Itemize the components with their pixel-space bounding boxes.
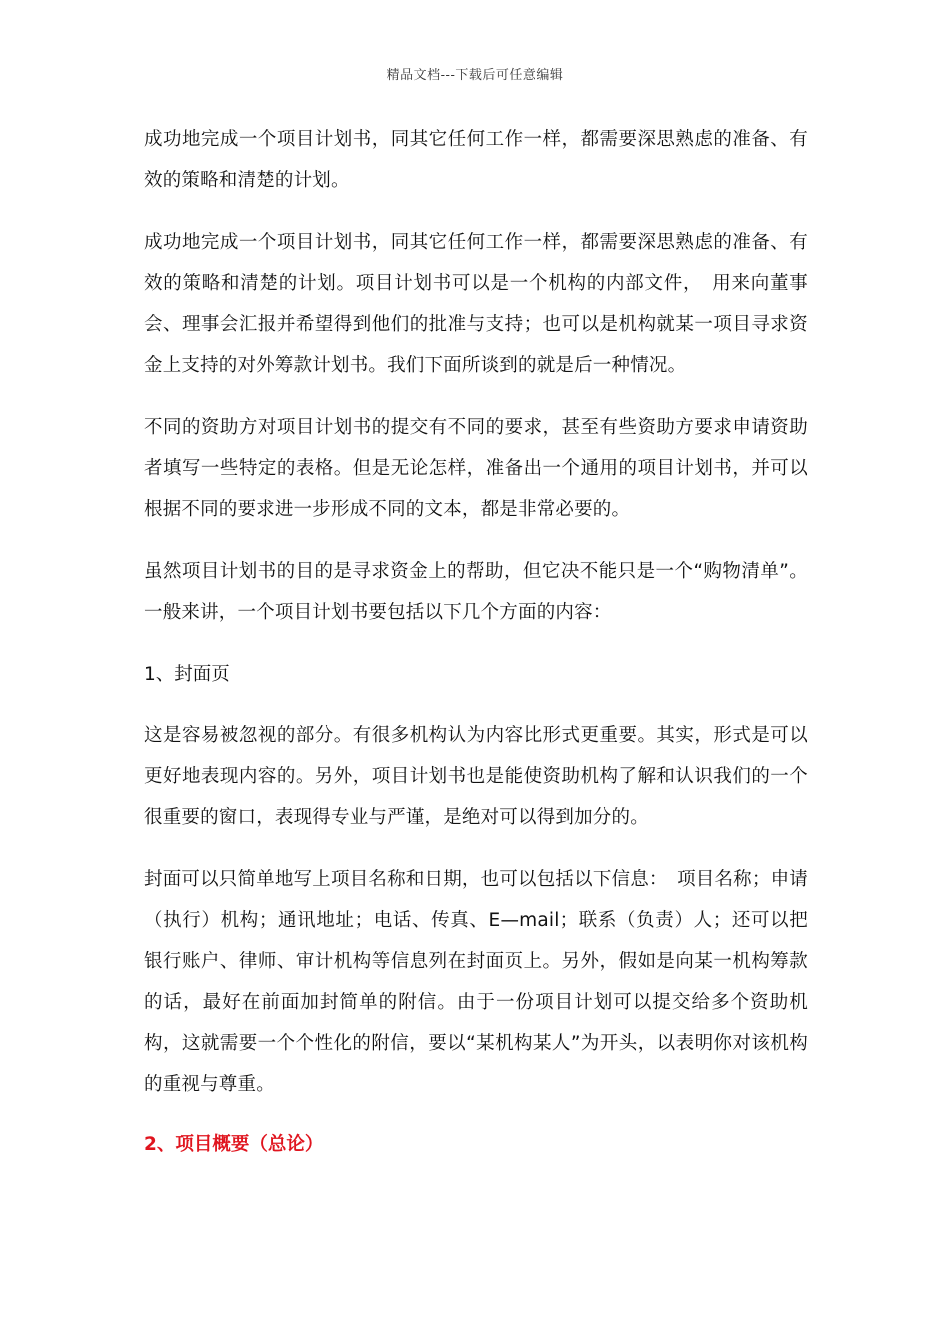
paragraph-intro: 成功地完成一个项目计划书，同其它任何工作一样，都需要深思熟虑的准备、有效的策略和清楚的计划。 xyxy=(144,129,808,191)
paragraph-definition: 成功地完成一个项目计划书，同其它任何工作一样，都需要深思熟虑的准备、有效的策略和清楚的计划。项目计划书可以是一个机构的内部文件， 用来向董事会、理事会汇报并希望得到他们的批准与支持；也可以是机构就某一项目寻求资金上支持的对外筹款计划书。我们下面所谈到的就是后一种情况。 xyxy=(144,232,808,376)
paragraph-requirements: 不同的资助方对项目计划书的提交有不同的要求，甚至有些资助方要求申请资助者填写一些特定的表格。但是无论怎样，准备出一个通用的项目计划书，并可以根据不同的要求进一步形成不同的文本，都是非常必要的。 xyxy=(144,417,808,520)
paragraph-contents-overview: 虽然项目计划书的目的是寻求资金上的帮助，但它决不能只是一个“购物清单”。一般来讲，一个项目计划书要包括以下几个方面的内容： xyxy=(144,561,808,623)
page-header: 精品文档---下载后可任意编辑 xyxy=(386,68,564,83)
section-heading-project-summary: 2、项目概要（总论） xyxy=(144,1134,324,1155)
paragraph-cover-importance: 这是容易被忽视的部分。有很多机构认为内容比形式更重要。其实，形式是可以更好地表现内容的。另外，项目计划书也是能使资助机构了解和认识我们的一个很重要的窗口，表现得专业与严谨，是绝对可以得到加分的。 xyxy=(144,725,808,828)
document-body xyxy=(144,119,808,1165)
paragraph-cover-details: 封面可以只简单地写上项目名称和日期，也可以包括以下信息： 项目名称；申请（执行）机构；通讯地址；电话、传真、E—mail；联系（负责）人；还可以把银行账户、律师、审计机构等信息列在封面页上。另外，假如是向某一机构筹款的话，最好在前面加封简单的附信。由于一份项目计划可以提交给多个资助机构，这就需要一个个性化的附信，要以“某机构某人”为开头，以表明你对该机构的重视与尊重。 xyxy=(144,869,808,1095)
section-heading-cover-page: 1、封面页 xyxy=(144,664,230,685)
